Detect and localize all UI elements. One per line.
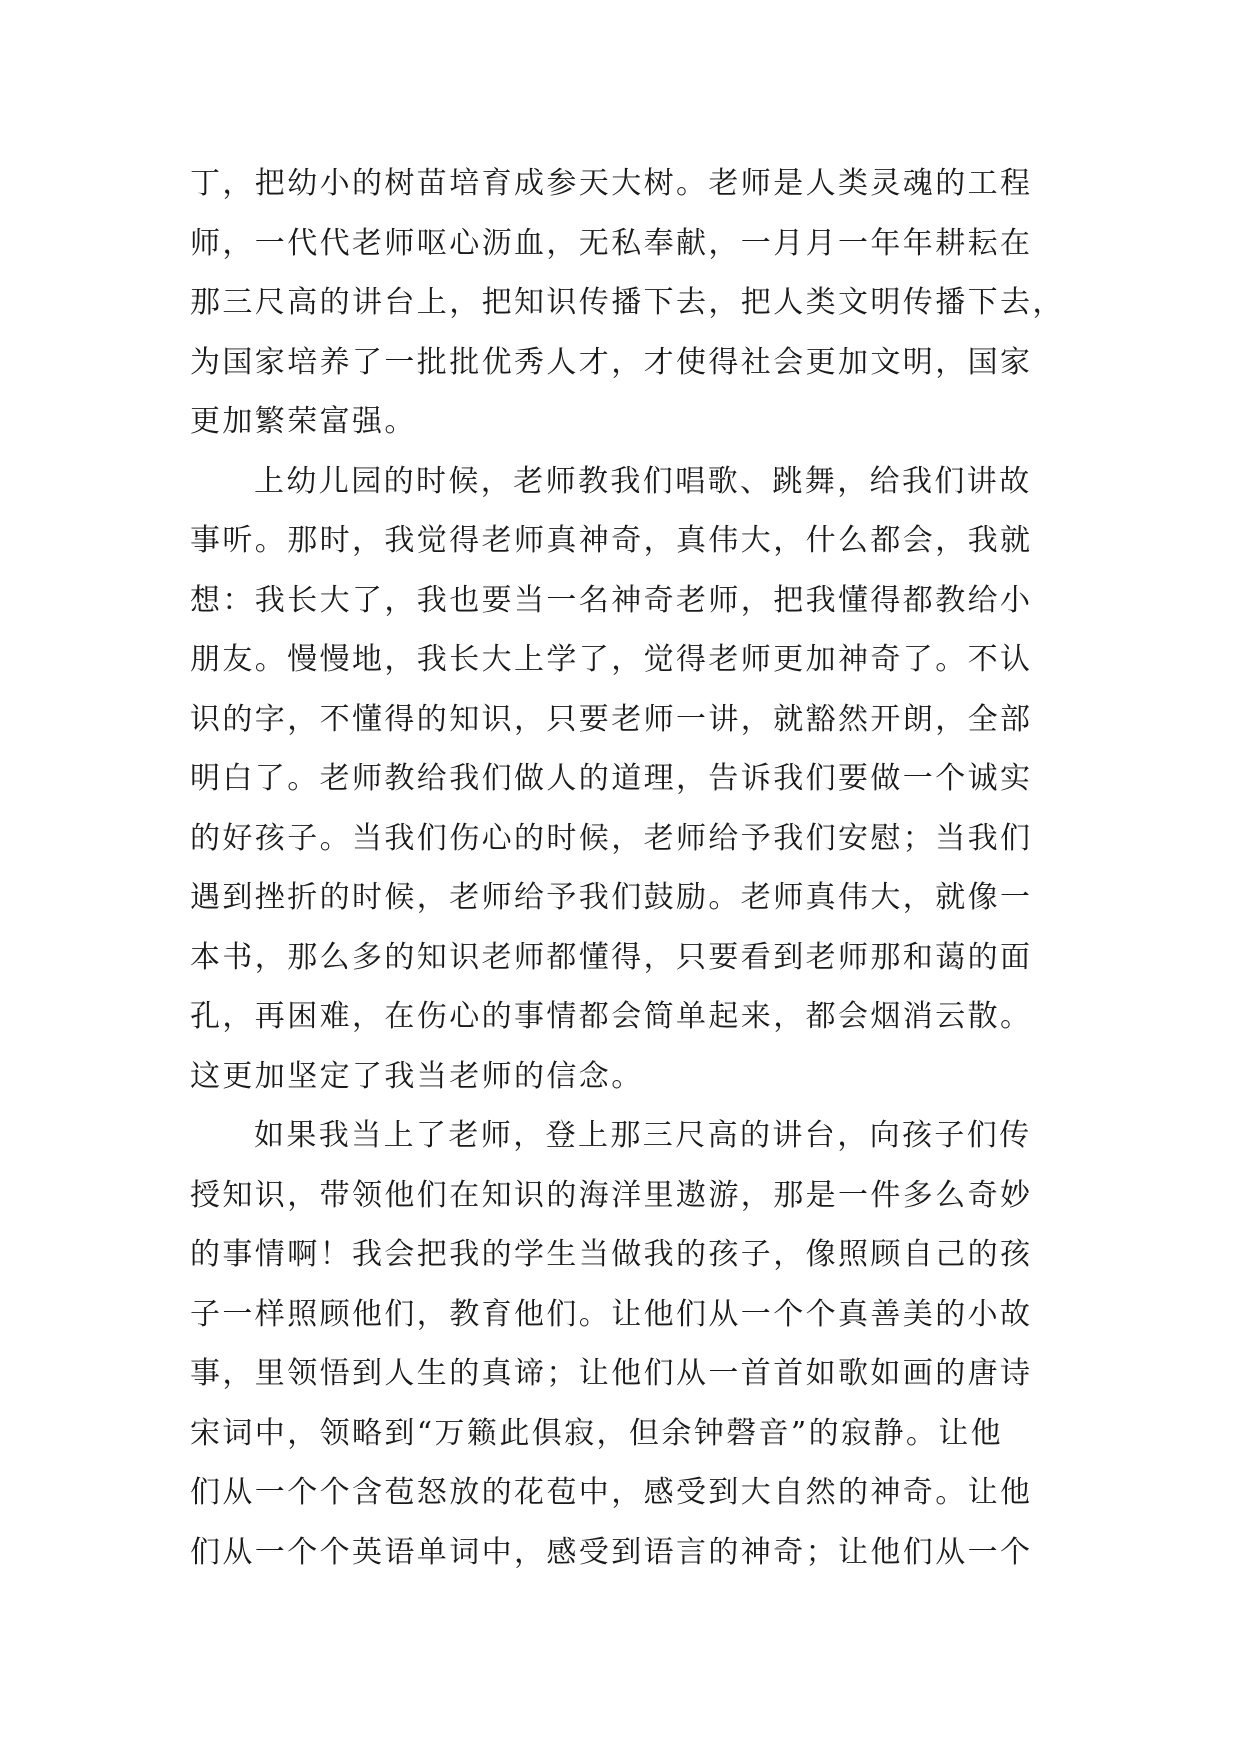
text-line: 那三尺高的讲台上，把知识传播下去，把人类文明传播下去， <box>190 285 1065 320</box>
paragraph-start-line: 上幼儿园的时候，老师教我们唱歌、跳舞，给我们讲故 <box>254 463 1032 499</box>
text-line: 事听。那时，我觉得老师真神奇，真伟大，什么都会，我就 <box>190 523 1033 558</box>
text-line: 丁，把幼小的树苗培育成参天大树。老师是人类灵魂的工程 <box>190 166 1033 201</box>
text-line: 识的字，不懂得的知识，只要老师一讲，就豁然开朗，全部 <box>190 701 1033 737</box>
text-line: 本书，那么多的知识老师都懂得，只要看到老师那和蔼的面 <box>190 939 1033 975</box>
text-line: 更加繁荣富强。 <box>190 404 417 439</box>
text-line: 朋友。慢慢地，我长大上学了，觉得老师更加神奇了。不认 <box>190 642 1033 677</box>
text-line: 孔，再困难，在伤心的事情都会简单起来，都会烟消云散。 <box>190 999 1033 1034</box>
text-line: 们从一个个含苞怒放的花苞中，感受到大自然的神奇。让他 <box>190 1475 1033 1510</box>
body-text <box>190 154 1065 1582</box>
text-line: 事，里领悟到人生的真谛；让他们从一首首如歌如画的唐诗 <box>190 1356 1033 1391</box>
text-line: 授知识，带领他们在知识的海洋里遨游，那是一件多么奇妙 <box>190 1177 1033 1213</box>
text-line: 的好孩子。当我们伤心的时候，老师给予我们安慰；当我们 <box>190 820 1033 856</box>
text-line: 这更加坚定了我当老师的信念。 <box>190 1058 644 1094</box>
text-line: 师，一代代老师呕心沥血，无私奉献，一月月一年年耕耘在 <box>190 225 1033 261</box>
paragraph-start-line: 如果我当上了老师，登上那三尺高的讲台，向孩子们传 <box>254 1118 1032 1153</box>
text-line: 想：我长大了，我也要当一名神奇老师，把我懂得都教给小 <box>190 582 1033 618</box>
text-line: 遇到挫折的时候，老师给予我们鼓励。老师真伟大，就像一 <box>190 880 1033 915</box>
text-line: 为国家培养了一批批优秀人才，才使得社会更加文明，国家 <box>190 344 1033 380</box>
text-line: 明白了。老师教给我们做人的道理，告诉我们要做一个诚实 <box>190 761 1033 796</box>
text-line: 的事情啊！我会把我的学生当做我的孩子，像照顾自己的孩 <box>190 1237 1033 1272</box>
text-line: 们从一个个英语单词中，感受到语言的神奇；让他们从一个 <box>190 1534 1033 1570</box>
text-line: 子一样照顾他们，教育他们。让他们从一个个真善美的小故 <box>190 1296 1033 1332</box>
text-line: 宋词中，领略到“万籁此俱寂，但余钟磬音”的寂静。让他 <box>190 1415 1004 1451</box>
